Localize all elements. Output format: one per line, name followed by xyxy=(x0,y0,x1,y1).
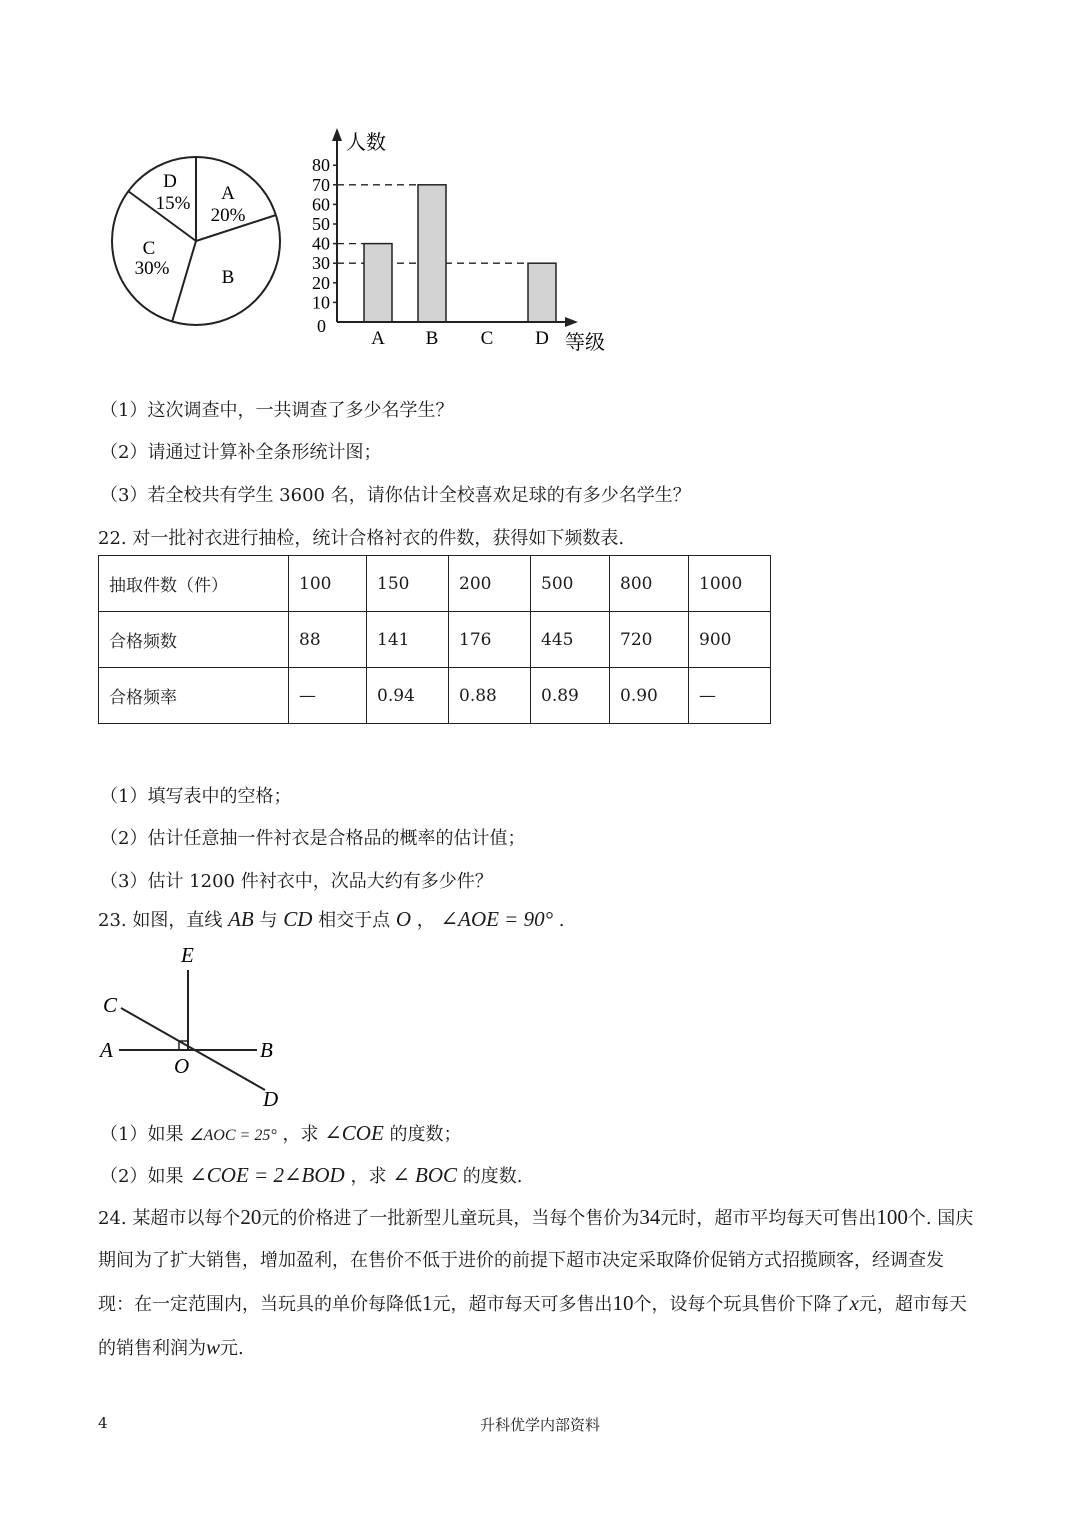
q23-stem xyxy=(98,906,564,932)
bar-d xyxy=(528,263,556,322)
footer-text: 升科优学内部资料 xyxy=(479,1416,600,1434)
q23-end: . xyxy=(558,910,565,931)
q24-text: 元，超市每天可多售出 xyxy=(432,1294,613,1315)
q23-item-1 xyxy=(100,1120,462,1146)
q23-condition: ∠AOE = 90° xyxy=(440,907,554,931)
y-tick-label: 20 xyxy=(312,272,330,293)
table-cell: 合格频率 xyxy=(99,668,289,724)
bar-a xyxy=(364,244,392,322)
y-tick-label: 50 xyxy=(312,214,330,234)
q22-item-3: （3）估计 1200 件衬衣中，次品大约有多少件？ xyxy=(100,871,493,892)
q24-paragraph xyxy=(98,1196,978,1370)
y-tick-label: 40 xyxy=(312,233,330,254)
q24-variable-x: x xyxy=(849,1291,859,1315)
q23-item1-given: ∠AOC = 25° xyxy=(189,1127,277,1144)
table-cell: 100 xyxy=(289,556,367,612)
q23-item2-given: ∠COE = 2∠BOD xyxy=(189,1163,345,1187)
q24-text: 元的价格进了一批新型儿童玩具，当每个售价为 xyxy=(261,1208,640,1229)
q24-text: 个，设每个玩具售价下降了 xyxy=(633,1294,850,1315)
table-cell: — xyxy=(289,668,367,724)
bar-b xyxy=(418,185,446,322)
table-cell: 150 xyxy=(367,556,449,612)
q23-and: 与 xyxy=(259,910,278,931)
q23-line-cd: CD xyxy=(283,907,313,931)
q23-item2-target: ∠ BOC xyxy=(392,1163,458,1187)
table-cell: 0.90 xyxy=(610,668,689,724)
table-row xyxy=(99,668,771,724)
y-tick-label: 10 xyxy=(312,292,330,313)
q24-text: 个. 国庆期间为了扩大销售，增加盈利，在售价不低于进价的前提下超市决定采取降价促销方式招揽顾客，经调查发现：在一定范围内，当玩具的单价每降低 xyxy=(98,1208,974,1315)
bar-chart-ylabel: 人数 xyxy=(346,132,386,154)
q24-number: 34 xyxy=(639,1205,661,1229)
q23-line-ab: AB xyxy=(228,907,254,931)
label-a: A xyxy=(100,1038,113,1062)
table-cell: 0.88 xyxy=(449,668,531,724)
q23-item2-end: 的度数. xyxy=(462,1166,523,1187)
q24-text: 元时，超市平均每天可售出 xyxy=(660,1208,877,1229)
q24-variable-w: w xyxy=(206,1335,221,1359)
pie-chart xyxy=(100,145,295,340)
table-cell: 176 xyxy=(449,612,531,668)
pie-percent-a: 20% xyxy=(210,205,246,226)
table-row xyxy=(99,612,771,668)
q24-text: 元，超市每天的销售利润为 xyxy=(98,1294,967,1359)
q23-item1-end: 的度数； xyxy=(389,1124,462,1145)
geometry-figure xyxy=(95,940,295,1110)
table-cell: 445 xyxy=(531,612,610,668)
table-cell: 88 xyxy=(289,612,367,668)
q21-item-3: （3）若全校共有学生 3600 名，请你估计全校喜欢足球的有多少名学生？ xyxy=(100,485,691,506)
x-tick-label: B xyxy=(425,328,439,349)
x-tick-label: D xyxy=(535,328,549,349)
y-tick-label: 70 xyxy=(312,174,330,195)
table-cell: 800 xyxy=(610,556,689,612)
q23-comma: ， xyxy=(416,910,435,931)
q23-item-2 xyxy=(100,1162,523,1188)
q23-point-o: O xyxy=(395,907,412,931)
q23-item1-mid: ，求 xyxy=(282,1124,319,1145)
y-tick-label: 30 xyxy=(312,253,330,274)
table-cell: — xyxy=(689,668,771,724)
y-tick-label: 60 xyxy=(312,194,330,215)
table-cell: 720 xyxy=(610,612,689,668)
table-cell: 合格频数 xyxy=(99,612,289,668)
q24-number: 10 xyxy=(612,1291,634,1315)
table-cell: 500 xyxy=(531,556,610,612)
table-cell: 900 xyxy=(689,612,771,668)
q21-item-2: （2）请通过计算补全条形统计图； xyxy=(100,442,382,463)
q23-item1-target: ∠COE xyxy=(324,1121,384,1145)
pie-percent-c: 30% xyxy=(134,258,170,279)
q23-item2-prefix: （2）如果 xyxy=(100,1166,184,1187)
q22-item-2: （2）估计任意抽一件衬衣是合格品的概率的估计值； xyxy=(100,828,526,849)
q22-item-1: （1）填写表中的空格； xyxy=(100,786,292,807)
table-cell: 0.94 xyxy=(367,668,449,724)
bar-chart-xlabel: 等级 xyxy=(565,332,605,354)
x-tick-label: C xyxy=(480,328,494,349)
frequency-table xyxy=(98,555,771,724)
page-number: 4 xyxy=(98,1414,108,1432)
q23-item1-prefix: （1）如果 xyxy=(100,1124,184,1145)
pie-label-b: B xyxy=(221,267,235,288)
y-tick-label: 80 xyxy=(312,155,330,176)
q23-stem-prefix: 23. 如图，直线 xyxy=(98,910,223,931)
label-e: E xyxy=(181,943,194,967)
label-b: B xyxy=(260,1038,273,1062)
label-o: O xyxy=(174,1054,190,1078)
table-cell: 200 xyxy=(449,556,531,612)
q22-stem: 22. 对一批衬衣进行抽检，统计合格衬衣的件数，获得如下频数表. xyxy=(98,528,625,549)
x-tick-label: A xyxy=(371,328,385,349)
pie-label-c: C xyxy=(142,238,156,259)
q24-number: 100 xyxy=(876,1205,908,1229)
table-cell: 1000 xyxy=(689,556,771,612)
pie-label-a: A xyxy=(221,183,235,204)
q23-mid: 相交于点 xyxy=(318,910,391,931)
pie-percent-d: 15% xyxy=(155,193,191,214)
q21-item-1: （1）这次调查中，一共调查了多少名学生？ xyxy=(100,400,454,421)
q23-item2-mid: ，求 xyxy=(350,1166,387,1187)
y-tick-label: 0 xyxy=(317,316,326,336)
bar-chart xyxy=(300,125,620,360)
table-cell: 抽取件数（件） xyxy=(99,556,289,612)
q24-number: 1 xyxy=(422,1291,433,1315)
pie-label-d: D xyxy=(163,171,177,192)
q24-number: 20 xyxy=(240,1205,262,1229)
label-d: D xyxy=(263,1087,279,1110)
table-cell: 141 xyxy=(367,612,449,668)
table-row xyxy=(99,556,771,612)
q24-text: 元. xyxy=(220,1338,244,1359)
table-cell: 0.89 xyxy=(531,668,610,724)
label-c: C xyxy=(103,993,118,1017)
q24-text: 24. 某超市以每个 xyxy=(98,1208,241,1229)
